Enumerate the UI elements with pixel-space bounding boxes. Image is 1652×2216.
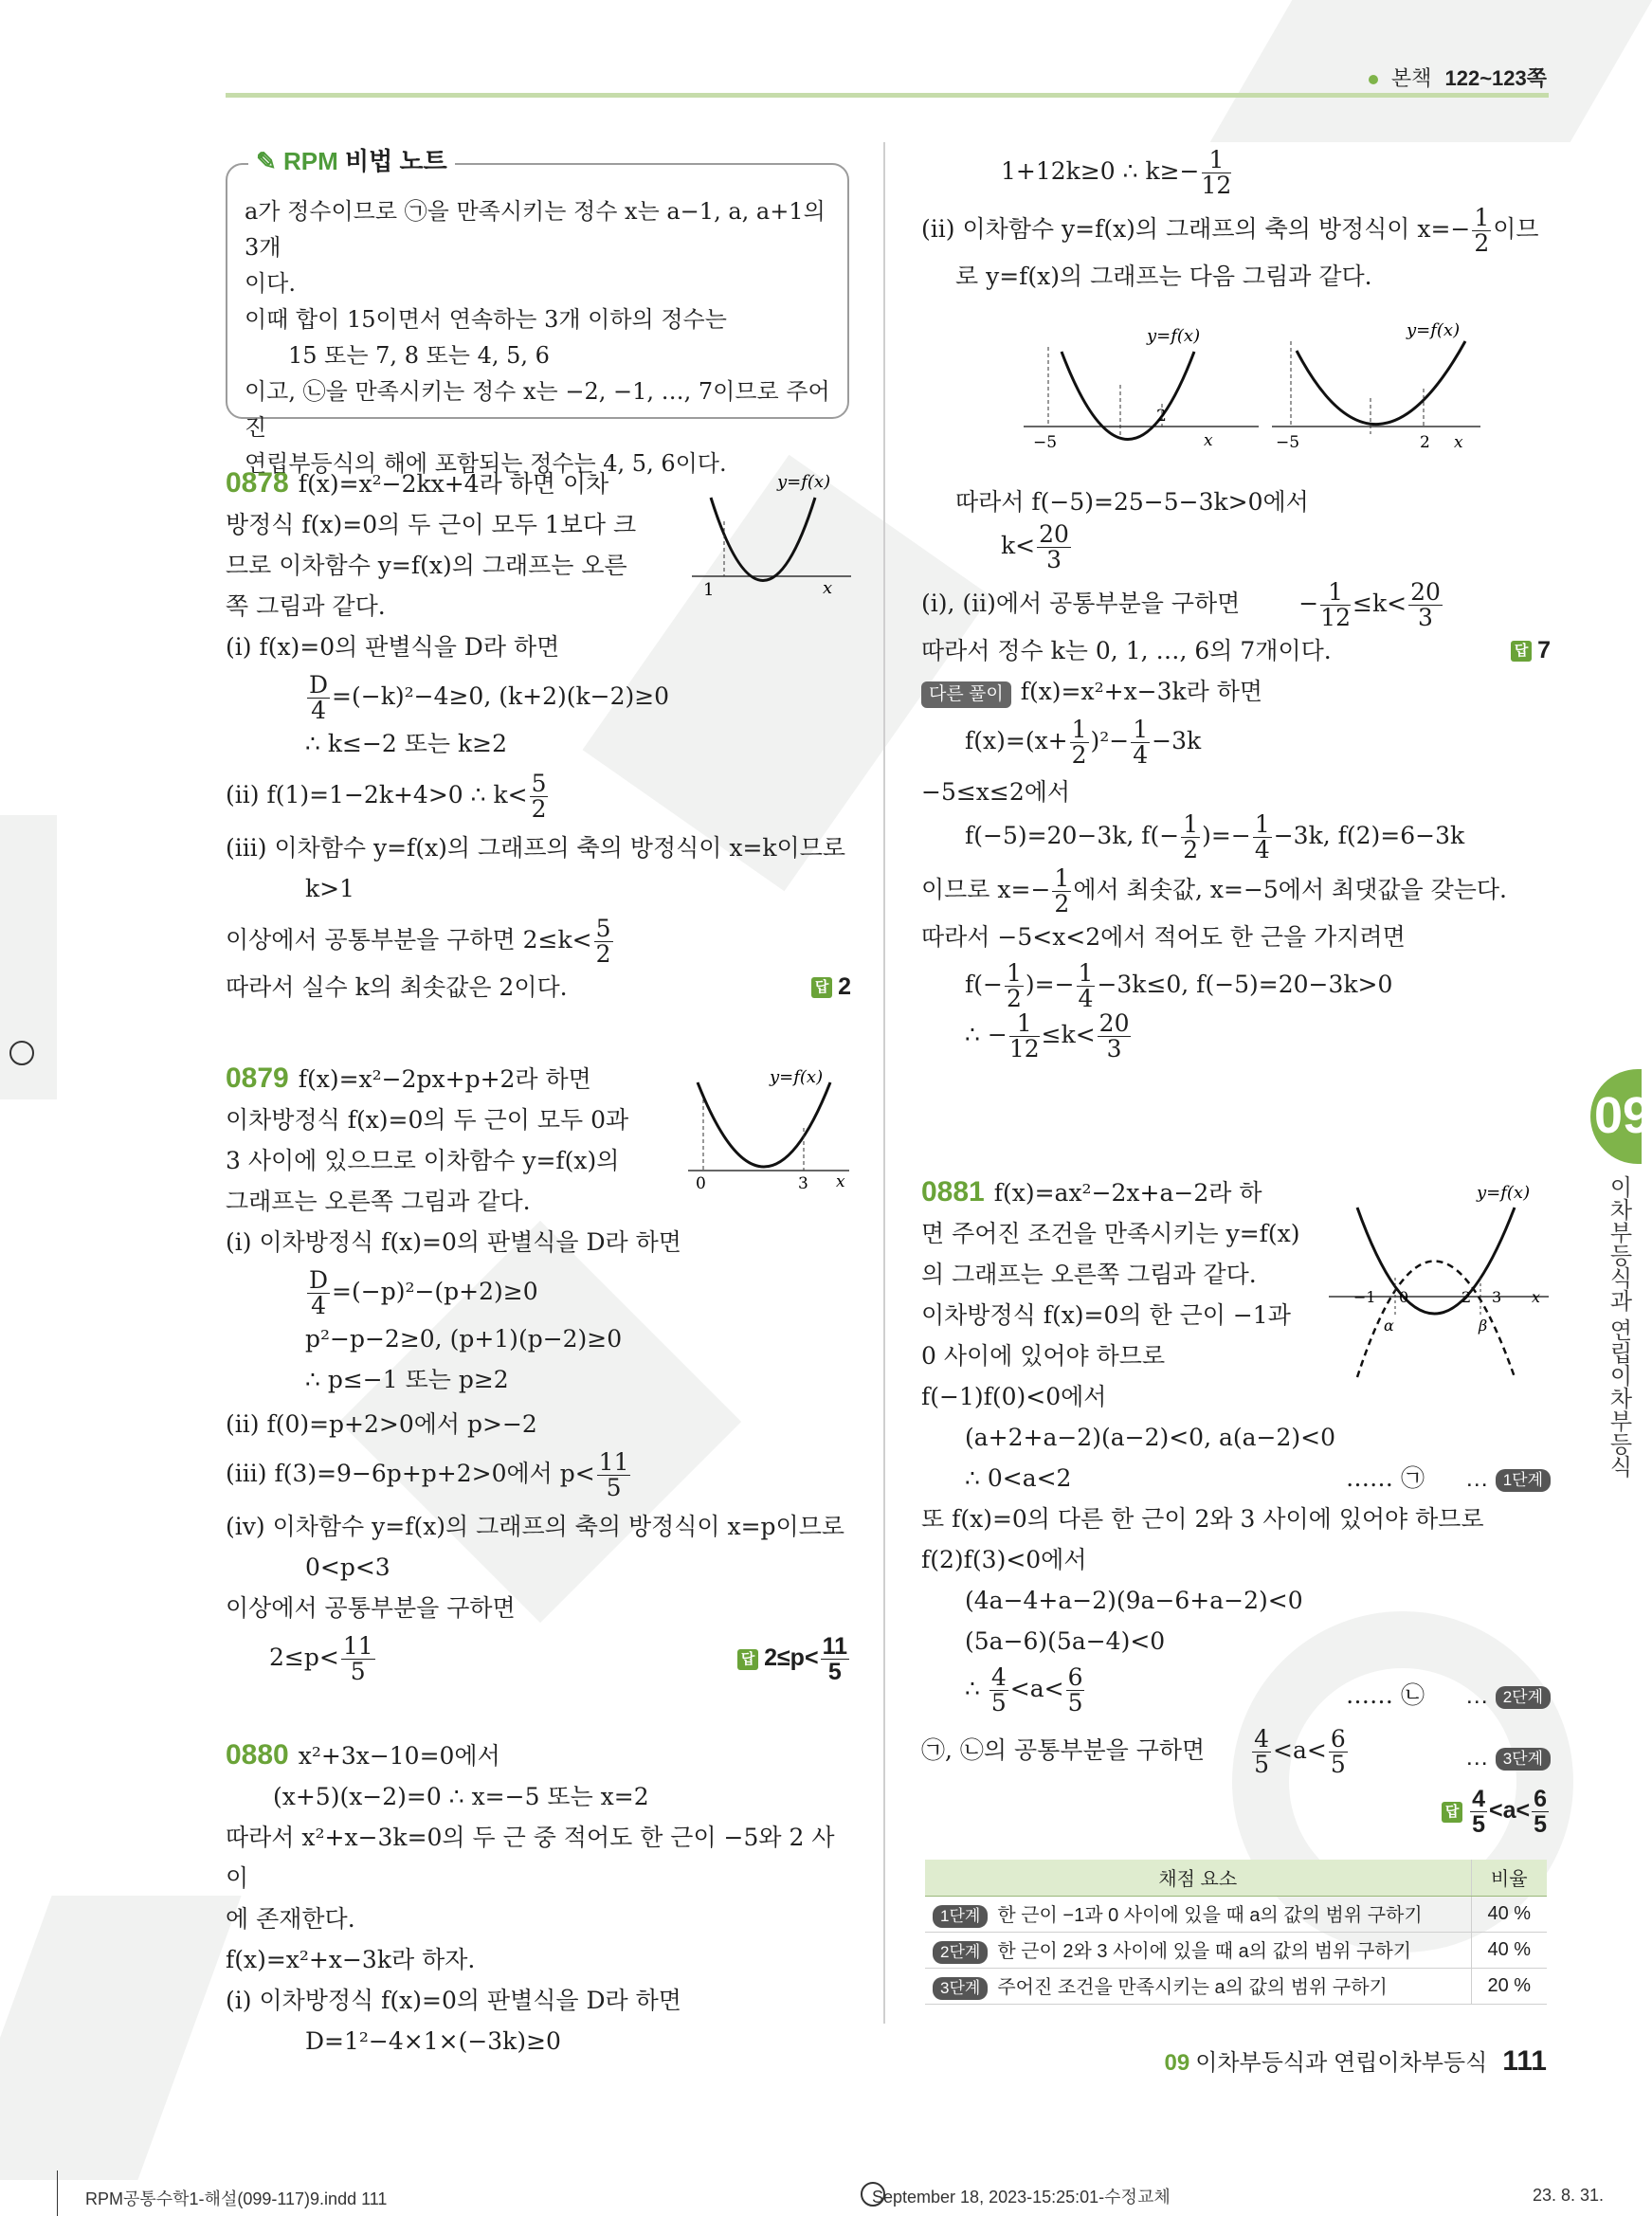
text-line: f(x)=ax²−2x+a−2라 하 (993, 1179, 1262, 1207)
trim-line (57, 2171, 58, 2216)
graph-tick: 3 (798, 1174, 808, 1193)
math-line: $\frac{D}{4}$ =(−k)²−4≥0, (k+2)(k−2)≥0 (309, 671, 670, 724)
graph-tick: 0 (1399, 1288, 1409, 1306)
text-line: 따라서 정수 k는 0, 1, …, 6의 7개이다. 답 7 (921, 630, 1551, 671)
text-line: 방정식 f(x)=0의 두 근이 모두 1보다 크 (226, 511, 637, 538)
text-line: D=1²−4×1×(−3k)≥0 (305, 2027, 561, 2055)
graph-tick: 3 (1492, 1288, 1502, 1306)
text-line: 로 y=f(x)의 그래프는 다음 그림과 같다. (955, 263, 1372, 290)
step-badge: 3단계 (1496, 1748, 1551, 1771)
text-line: ∴ k≤−2 또는 k≥2 (305, 730, 507, 757)
table-cell: 20 % (1471, 1968, 1547, 2004)
table-row (925, 1896, 1547, 1932)
page-number: 111 (1502, 2045, 1547, 2077)
graph-x-label: x (836, 1172, 845, 1191)
text-line: 면 주어진 조건을 만족시키는 y=f(x) (921, 1220, 1300, 1247)
fraction: $\frac{11}{5}$ (342, 1632, 373, 1685)
graph-tick: 2 (1156, 407, 1167, 426)
text-line: −5≤x≤2에서 (921, 778, 1071, 806)
graph-label: y=f(x) (1477, 1183, 1531, 1203)
answer: 답 2≤p< $\frac{11}{5}$ (737, 1634, 851, 1684)
graph-x-label: x (1204, 431, 1213, 450)
tip-note-box (226, 163, 849, 477)
step-badge: 1단계 (1496, 1469, 1551, 1492)
graph-root-beta: β (1479, 1317, 1488, 1335)
math-line: 1+12k≥0 ∴ k≥− $\frac{1}{12}$ (1001, 146, 1232, 199)
text-line: 쪽 그림과 같다. (226, 592, 386, 620)
math-line: ∴ 0<a<2 …… ㉠ … 1단계 (921, 1458, 1551, 1499)
graph-0879 (688, 1062, 851, 1194)
math-line: 이므로 x=− $\frac{1}{2}$ 에서 최솟값, x=−5에서 최댓값을 갖는다. (921, 864, 1507, 917)
text-line: x²+3x−10=0에서 (298, 1742, 500, 1770)
text-line: (x+5)(x−2)=0 ∴ x=−5 또는 x=2 (273, 1783, 649, 1810)
fraction: $\frac{20}{3}$ (1410, 578, 1441, 631)
slug-timestamp: September 18, 2023-15:25:01-수정교체 (872, 2188, 1171, 2207)
graph-case-b (1272, 313, 1482, 459)
table-header: 비율 (1471, 1860, 1547, 1896)
text-line: p²−p−2≥0, (p+1)(p−2)≥0 (305, 1325, 623, 1353)
watermark-shape (0, 1896, 242, 2180)
text-line: (ⅰ) 이차방정식 f(x)=0의 판별식을 D라 하면 (226, 1987, 681, 2014)
fraction: $\frac{D}{4}$ (309, 671, 329, 724)
answer: 답 $\frac{4}{5}$ <a< $\frac{6}{5}$ (1442, 1797, 1551, 1824)
graph-tick: 2 (1461, 1288, 1472, 1306)
footer-chapter-title: 이차부등식과 연립이차부등식 (1195, 2050, 1488, 2076)
text-line: (4a−4+a−2)(9a−6+a−2)<0 (965, 1587, 1303, 1614)
text-line: 그래프는 오른쪽 그림과 같다. (226, 1188, 531, 1215)
registration-mark-icon (9, 1041, 34, 1065)
table-row (925, 1968, 1547, 2004)
footer-chapter-number: 09 (1164, 2050, 1190, 2076)
math-line: (ⅱ) 이차함수 y=f(x)의 그래프의 축의 방정식이 x=− $\frac{1}{2}$ 이므 (921, 204, 1539, 257)
bullet-icon (1369, 75, 1378, 84)
text-line: 또 f(x)=0의 다른 한 근이 2와 3 사이에 있어야 하므로 (921, 1505, 1484, 1533)
graph-tick: 2 (1420, 433, 1430, 452)
note-line: 이고, ㉡을 만족시키는 정수 x는 −2, −1, …, 7이므로 주어진 (245, 378, 830, 441)
note-line: a가 정수이므로 ㉠을 만족시키는 정수 x는 a−1, a, a+1의 3개 (245, 198, 826, 261)
slug-file: RPM공통수학1-해설(099-117)9.indd 111 (85, 2189, 388, 2208)
equation-mark: …… ㉠ (1346, 1464, 1425, 1492)
text-line: f(x)=x²−2px+p+2라 하면 (298, 1065, 591, 1093)
graph-0878 (692, 464, 853, 616)
text-line: f(x)=x²−2kx+4라 하면 이차 (298, 470, 609, 498)
slug-date: 23. 8. 31. (1532, 2186, 1604, 2205)
text-line: f(x)=x²+x−3k라 하자. (226, 1946, 476, 1973)
text-line: 에 존재한다. (226, 1905, 355, 1933)
note-line: 이다. (245, 270, 296, 297)
footer-chapter (1164, 2043, 1547, 2078)
fraction: $\frac{1}{12}$ (1320, 578, 1352, 631)
table-cell: 40 % (1471, 1932, 1547, 1968)
text-line: 0 사이에 있어야 하므로 (921, 1342, 1166, 1370)
graph-x-label: x (823, 578, 833, 598)
text-line: 따라서 f(−5)=25−5−3k>0에서 (955, 488, 1309, 516)
math-line: f(−5)=20−3k, f(− $\frac{1}{2}$ )=− $\frac{1}{4}$ −3k, f(2)=6−3k (965, 810, 1465, 863)
answer-line (921, 1787, 1551, 1837)
fraction: $\frac{1}{2}$ (1474, 204, 1490, 257)
fraction: $\frac{1}{12}$ (1201, 146, 1232, 199)
ref-pages: 122~123쪽 (1444, 66, 1547, 90)
note-title-rpm: RPM (283, 147, 338, 175)
text-line: f(2)f(3)<0에서 (921, 1546, 1087, 1573)
text-line: (ⅲ) 이차함수 y=f(x)의 그래프의 축의 방정식이 x=k이므로 (226, 834, 846, 862)
graph-tick: 1 (703, 580, 715, 600)
note-line: 이때 합이 15이면서 연속하는 3개 이하의 정수는 (245, 306, 727, 333)
problem-number: 0878 (226, 467, 289, 499)
text-line: (5a−6)(5a−4)<0 (965, 1627, 1166, 1655)
graph-label: y=f(x) (770, 1067, 824, 1087)
table-cell: 3단계 주어진 조건을 만족시키는 a의 값의 범위 구하기 (925, 1968, 1471, 2004)
math-line: ∴ − $\frac{1}{12}$ ≤k< $\frac{20}{3}$ (965, 1009, 1130, 1063)
text-line: 이상에서 공통부분을 구하면 (226, 1594, 516, 1622)
graph-tick: −5 (1033, 433, 1058, 452)
graph-x-label: x (1532, 1288, 1541, 1306)
chapter-tab-title: 이차부등식과 연립이차부등식 (1606, 1175, 1631, 1478)
equation-mark: …… ㉡ (1346, 1681, 1425, 1709)
table-cell: 40 % (1471, 1896, 1547, 1932)
math-line: k< $\frac{20}{3}$ (1001, 520, 1069, 573)
text-line: 므로 이차함수 y=f(x)의 그래프는 오른 (226, 552, 627, 579)
table-cell: 1단계 한 근이 −1과 0 사이에 있을 때 a의 값의 범위 구하기 (925, 1896, 1471, 1932)
answer: 답 7 (1511, 630, 1551, 671)
fraction: $\frac{5}{2}$ (595, 915, 611, 968)
text-line: (ⅰ) 이차방정식 f(x)=0의 판별식을 D라 하면 (226, 1228, 681, 1256)
table-header-row (925, 1860, 1547, 1896)
page-reference (1369, 63, 1547, 92)
text-line: 따라서 −5<x<2에서 적어도 한 근을 가지려면 (921, 923, 1406, 951)
problem-number: 0880 (226, 1739, 289, 1771)
math-line: (ⅰ), (ⅱ)에서 공통부분을 구하면 − $\frac{1}{12}$ ≤k< $\frac{20}{3}$ (921, 578, 1441, 631)
text-line: 이차방정식 f(x)=0의 한 근이 −1과 (921, 1301, 1291, 1329)
problem-number: 0881 (921, 1176, 985, 1208)
math-line: f(− $\frac{1}{2}$ )=− $\frac{1}{4}$ −3k≤0, f(−5)=20−3k>0 (965, 959, 1393, 1012)
text-line: ∴ p≤−1 또는 p≥2 (305, 1366, 509, 1393)
fraction: $\frac{11}{5}$ (598, 1448, 629, 1501)
graph-root-alpha: α (1384, 1317, 1394, 1335)
ref-label: 본책 (1390, 66, 1432, 90)
note-title (248, 142, 455, 177)
note-line: 15 또는 7, 8 또는 4, 5, 6 (288, 342, 550, 369)
graph-case-a (1024, 318, 1261, 459)
fraction: $\frac{D}{4}$ (309, 1266, 329, 1319)
graph-label: y=f(x) (1407, 320, 1461, 340)
scoring-table (925, 1860, 1547, 2005)
problem-0880-conclusion (921, 481, 1551, 1062)
math-line: (ⅲ) f(3)=9−6p+p+2>0에서 p< $\frac{11}{5}$ (226, 1448, 629, 1501)
problem-number: 0879 (226, 1063, 289, 1094)
fraction: $\frac{20}{3}$ (1039, 520, 1069, 573)
alt-solution-badge: 다른 풀이 (921, 681, 1011, 708)
math-line: (ⅱ) f(1)=1−2k+4>0 ∴ k< $\frac{5}{2}$ (226, 770, 547, 823)
note-title-text: 비법 노트 (345, 147, 447, 175)
graph-label: y=f(x) (1147, 326, 1201, 346)
text-line: 3 사이에 있으므로 이차함수 y=f(x)의 (226, 1147, 620, 1174)
answer: 답 2 (811, 967, 851, 1008)
fraction: $\frac{5}{2}$ (531, 770, 547, 823)
problem-0880-continued (921, 148, 1551, 297)
graph-label: y=f(x) (777, 472, 831, 492)
column-divider (883, 142, 885, 2024)
graph-tick: −1 (1353, 1288, 1376, 1306)
chapter-tab-number: 09 (1594, 1087, 1652, 1144)
table-cell: 2단계 한 근이 2와 3 사이에 있을 때 a의 값의 범위 구하기 (925, 1932, 1471, 1968)
math-line: 이상에서 공통부분을 구하면 2≤k< $\frac{5}{2}$ (226, 915, 611, 968)
alt-solution-line: 다른 풀이 f(x)=x²+x−3k라 하면 (921, 671, 1551, 712)
text-line: 이차방정식 f(x)=0의 두 근이 모두 0과 (226, 1106, 629, 1134)
text-line: k>1 (305, 875, 355, 902)
math-line: f(x)=(x+ $\frac{1}{2}$ )²− $\frac{1}{4}$ −3k (965, 716, 1202, 769)
text-line: (ⅰ) f(x)=0의 판별식을 D라 하면 (226, 633, 560, 661)
header-rule (226, 93, 1549, 98)
text-line: f(−1)f(0)<0에서 (921, 1383, 1107, 1410)
step-badge: 2단계 (1496, 1686, 1551, 1709)
math-line: ∴ $\frac{4}{5}$ <a< $\frac{6}{5}$ …… ㉡ … 2단계 (921, 1665, 1551, 1716)
pencil-icon: ✎ (256, 147, 277, 175)
graph-tick: 0 (696, 1174, 706, 1193)
text-line: (ⅳ) 이차함수 y=f(x)의 그래프의 축의 방정식이 x=p이므로 (226, 1513, 844, 1540)
table-header: 채점 요소 (925, 1860, 1471, 1896)
graph-0881 (1329, 1173, 1551, 1382)
text-line: (ⅱ) f(0)=p+2>0에서 p>−2 (226, 1410, 537, 1438)
graph-tick: −5 (1276, 433, 1300, 452)
text-line: (a+2+a−2)(a−2)<0, a(a−2)<0 (965, 1424, 1336, 1451)
text-line: 따라서 실수 k의 최솟값은 2이다. 답 2 (226, 967, 851, 1008)
math-line: ㉠, ㉡의 공통부분을 구하면 $\frac{4}{5}$ <a< $\frac{6}{5}$ … 3단계 (921, 1727, 1551, 1777)
graph-x-label: x (1454, 433, 1463, 452)
table-row (925, 1932, 1547, 1968)
text-line: 0<p<3 (305, 1553, 390, 1581)
note-line: 연립부등식의 해에 포함되는 정수는 4, 5, 6이다. (245, 450, 727, 477)
text-line: 의 그래프는 오른쪽 그림과 같다. (921, 1261, 1257, 1288)
problem-0880 (226, 1735, 851, 2062)
math-line: 2≤p< $\frac{11}{5}$ 답 2≤p< $\frac{11}{5}$ (226, 1634, 851, 1684)
math-line: $\frac{D}{4}$ =(−p)²−(p+2)≥0 (309, 1266, 538, 1319)
text-line: 따라서 x²+x−3k=0의 두 근 중 적어도 한 근이 −5와 2 사이 (226, 1824, 835, 1892)
